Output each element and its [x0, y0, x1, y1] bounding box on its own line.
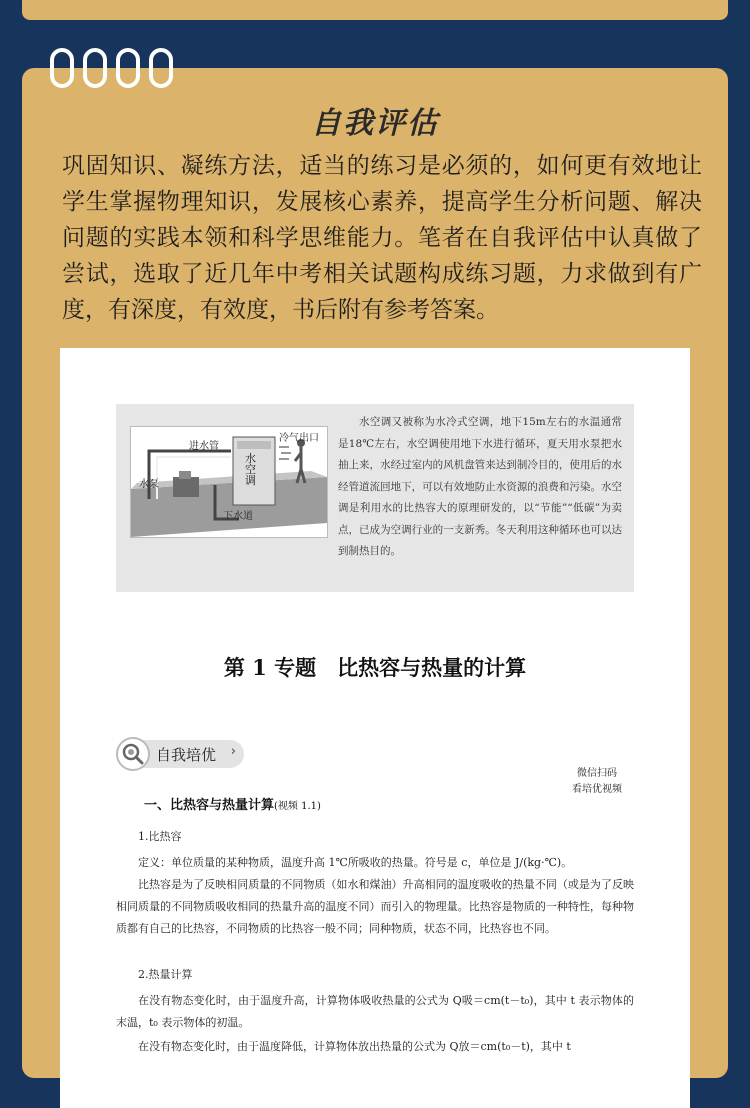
specific-heat-paragraph: 比热容是为了反映相同质量的不同物质（如水和煤油）升高相同的温度吸收的热量不同（或是为了反映相同质量的不同物质吸收相同的热量升高的温度不同）而引入的物理量。比热容是物质的一种特性，每种物质都有自己的比热容，不同物质的比热容一般不同；同种物质，状态不同，比热容也不同。: [116, 878, 634, 935]
wechat-line-1: 微信扫码: [577, 768, 617, 779]
label-water-pump: 水泵: [139, 479, 159, 490]
figure-box: [116, 404, 634, 592]
binder-ring: [83, 48, 107, 88]
section-heading-text: 一、比热容与热量计算: [144, 798, 275, 813]
water-ac-illustration: [130, 426, 328, 538]
top-card-edge: [22, 0, 728, 20]
magnifier-icon: [116, 737, 150, 771]
specific-heat-definition: 定义：单位质量的某种物质，温度升高 1℃所吸收的热量。符号是 c，单位是 J/(kg·℃)。: [138, 856, 573, 869]
card-title: 自我评估: [311, 106, 439, 141]
label-sewer: 下水道: [223, 511, 253, 522]
self-assessment-card: [22, 68, 728, 1078]
chevron-right-icon: ›: [230, 744, 236, 759]
binder-ring: [149, 48, 173, 88]
wechat-scan-note: [552, 766, 642, 798]
subsection-title: 1.比热容: [138, 830, 182, 843]
book-page-preview: [60, 348, 690, 1108]
figure-caption: 水空调又被称为水冷式空调，地下15m左右的水温通常是18℃左右，水空调使用地下水进行循环，夏天用水泵把水抽上来，水经过室内的风机盘管来达到制冷目的，使用后的水经管道流回地下，可以有效地防止水资源的浪费和污染。水空调是利用水的比热容大的原理研发的，以“节能”“低碳”为卖点，已成为空调行业的一支新秀。冬天利用这种循环也可以达到制热目的。: [338, 416, 622, 557]
binder-ring: [50, 48, 74, 88]
subsection-title: 2.热量计算: [138, 968, 193, 981]
self-improve-tag: [118, 740, 244, 768]
heat-release-paragraph: 在没有物态变化时，由于温度降低，计算物体放出热量的公式为 Q放＝cm(t₀－t)，其中 t: [138, 1040, 571, 1053]
binder-ring: [116, 48, 140, 88]
card-intro: 巩固知识、凝练方法，适当的练习是必须的，如何更有效地让学生掌握物理知识，发展核心素养，提高学生分析问题、解决问题的实践本领和科学思维能力。笔者在自我评估中认真做了尝试，选取了近几年中考相关试题构成练习题，力求做到有广度，有深度，有效度，书后附有参考答案。: [62, 153, 702, 323]
heat-absorb-paragraph: 在没有物态变化时，由于温度升高，计算物体吸收热量的公式为 Q吸＝cm(t－t₀)，其中 t 表示物体的末温，t₀ 表示物体的初温。: [116, 994, 634, 1029]
self-improve-label: 自我培优: [156, 746, 217, 764]
wechat-line-2: 看培优视频: [572, 784, 622, 795]
chapter-title: 第 1 专题 比热容与热量的计算: [223, 655, 527, 680]
label-water-ac: 水空调: [245, 452, 256, 487]
section-heading: [144, 794, 321, 813]
label-inlet-pipe: 进水管: [189, 441, 219, 452]
video-reference: (视频 1.1): [274, 801, 321, 812]
label-cold-air-outlet: 冷气出口: [279, 433, 319, 444]
